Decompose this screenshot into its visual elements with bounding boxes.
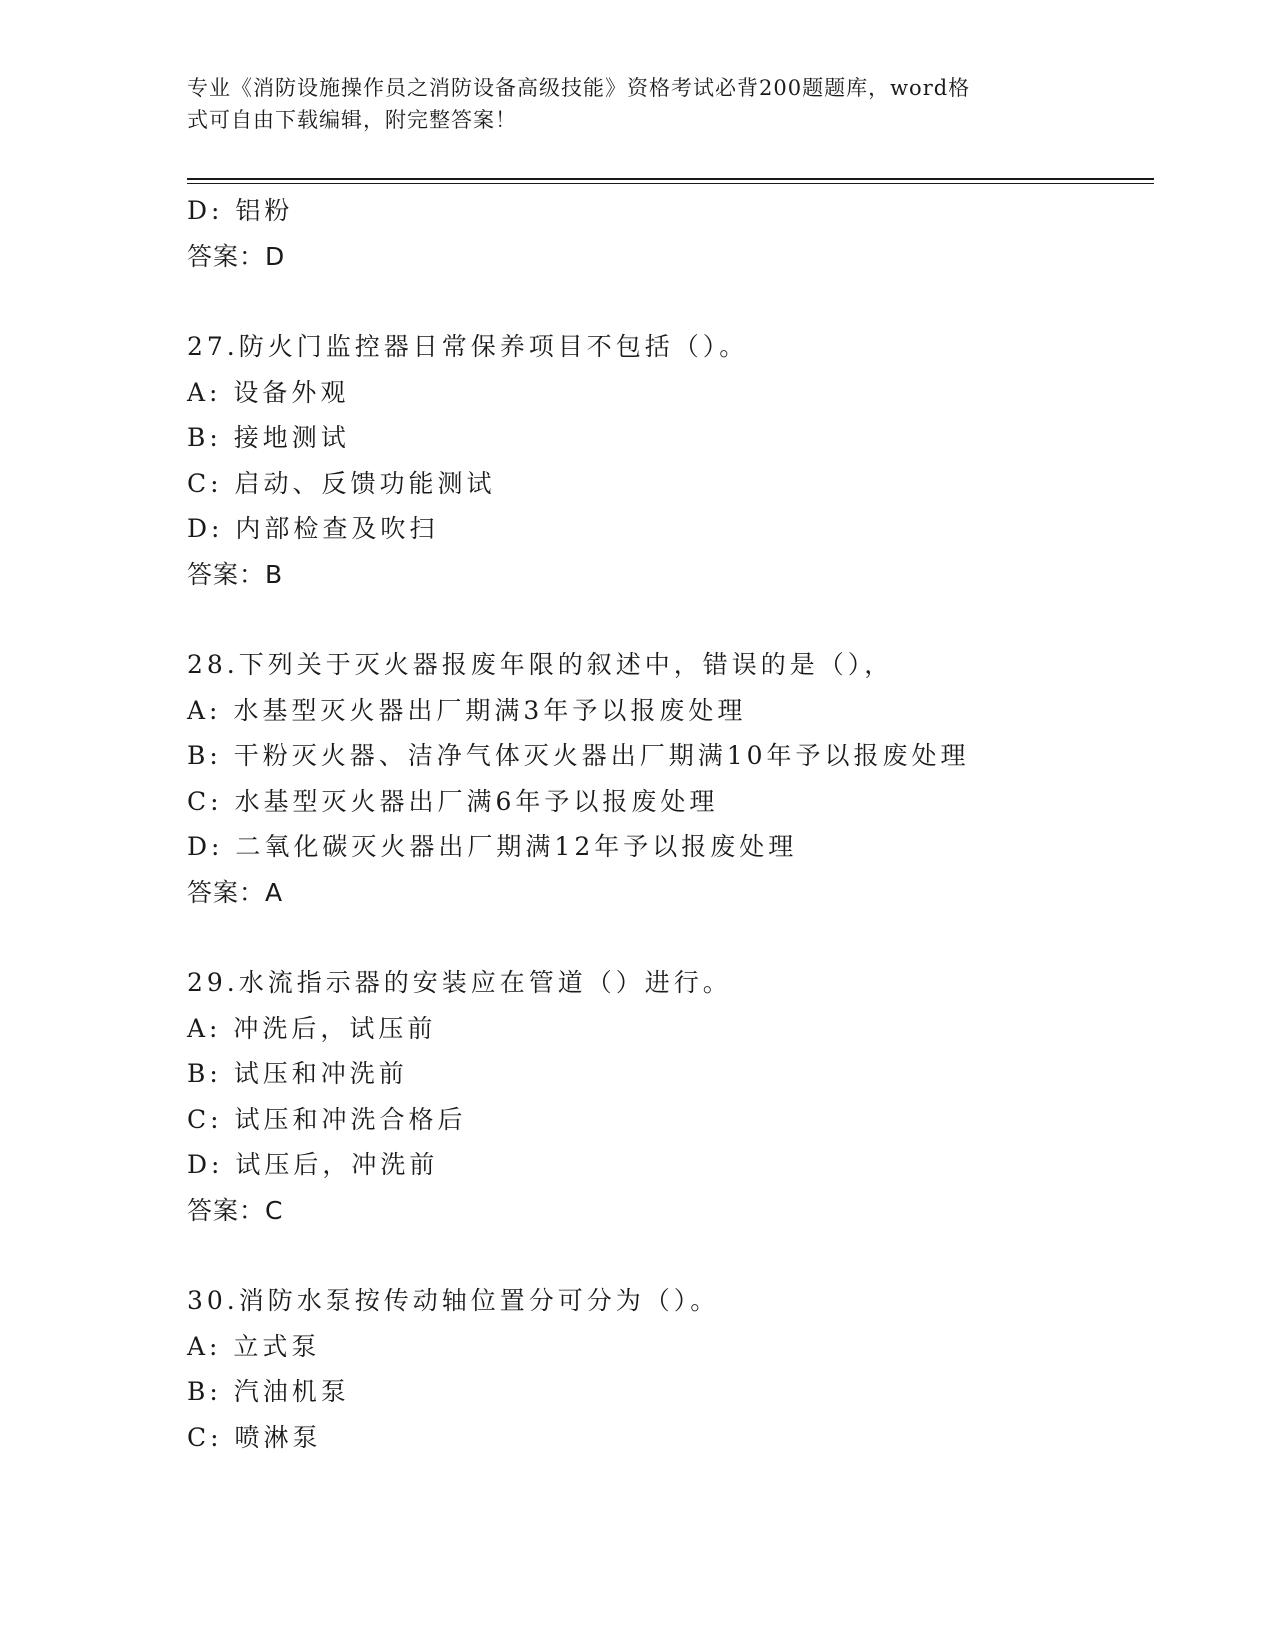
spacer <box>187 597 1154 642</box>
option-a: A: 冲洗后，试压前 <box>187 1013 437 1043</box>
answer: 答案：B <box>187 559 284 589</box>
option-a: A: 水基型灭火器出厂期满3年予以报废处理 <box>187 695 747 725</box>
question-stem: 27.防火门监控器日常保养项目不包括（）。 <box>187 332 749 361</box>
header-rule-thick <box>187 178 1154 180</box>
header-line-1: 专业《消防设施操作员之消防设备高级技能》资格考试必背200题题库，word格 <box>187 76 971 100</box>
question-stem: 29.水流指示器的安装应在管道（）进行。 <box>187 968 732 997</box>
header-rule-thin <box>187 183 1154 184</box>
question-27 <box>187 324 1154 597</box>
question-stem: 28.下列关于灭火器报废年限的叙述中，错误的是（）， <box>187 650 894 679</box>
option-a: A: 设备外观 <box>187 377 350 407</box>
option-b: B: 试压和冲洗前 <box>187 1059 408 1088</box>
question-30 <box>187 1278 1154 1460</box>
document-header <box>187 72 1067 136</box>
option-d: D: 试压后，冲洗前 <box>187 1150 439 1179</box>
question-29 <box>187 960 1154 1233</box>
option-d: D: 二氧化碳灭火器出厂期满12年予以报废处理 <box>187 832 798 861</box>
option-c: C: 试压和冲洗合格后 <box>187 1104 467 1134</box>
spacer <box>187 279 1154 324</box>
question-stem: 30.消防水泵按传动轴位置分可分为（）。 <box>187 1286 720 1315</box>
answer: 答案：A <box>187 877 284 907</box>
option-c: C: 水基型灭火器出厂满6年予以报废处理 <box>187 786 719 816</box>
header-line-2: 式可自由下载编辑，附完整答案！ <box>187 108 517 132</box>
spacer <box>187 915 1154 960</box>
option-a: A: 立式泵 <box>187 1331 321 1361</box>
option-d: D: 内部检查及吹扫 <box>187 514 439 543</box>
prev-option-d: D: 铝粉 <box>187 196 294 225</box>
option-c: C: 喷淋泵 <box>187 1422 322 1452</box>
option-c: C: 启动、反馈功能测试 <box>187 468 496 498</box>
option-b: B: 汽油机泵 <box>187 1377 350 1406</box>
question-list <box>187 188 1154 1460</box>
question-28 <box>187 642 1154 915</box>
spacer <box>187 1233 1154 1278</box>
option-b: B: 接地测试 <box>187 423 350 452</box>
option-b: B: 干粉灭火器、洁净气体灭火器出厂期满10年予以报废处理 <box>187 741 970 770</box>
prev-answer: 答案：D <box>187 241 286 271</box>
answer: 答案：C <box>187 1195 284 1225</box>
